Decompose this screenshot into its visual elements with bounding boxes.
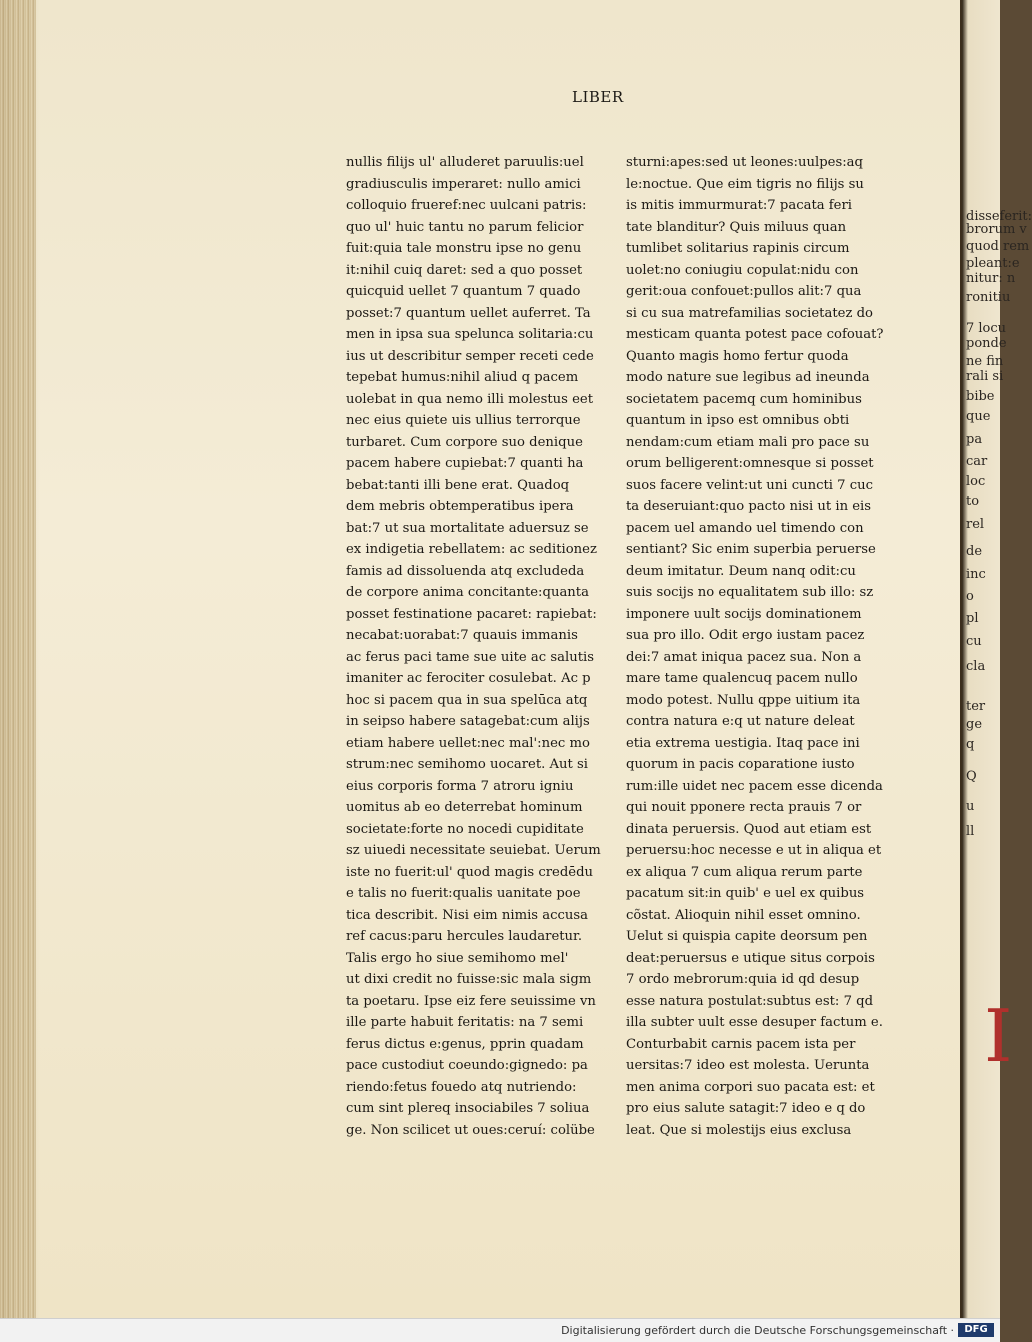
text-line: mesticam quanta potest pace cofouat? bbox=[626, 327, 884, 342]
text-line: Quanto magis homo fertur quoda bbox=[626, 348, 849, 364]
facing-page-text-fragment: ge bbox=[966, 717, 983, 732]
text-line: mare tame qualencuq pacem nullo bbox=[626, 671, 858, 686]
text-line: sentiant? Sic enim superbia peruerse bbox=[626, 542, 876, 557]
text-line: tepebat humus:nihil aliud q pacem bbox=[346, 370, 579, 385]
text-line: strum:nec semihomo uocaret. Aut si bbox=[346, 757, 589, 772]
text-line: riendo:fetus fouedo atq nutriendo: bbox=[346, 1079, 577, 1095]
facing-page-edge bbox=[962, 0, 1032, 1318]
facing-page-text-fragment: pa bbox=[966, 432, 983, 447]
facing-page-text-fragment: u bbox=[966, 799, 975, 814]
facing-page-text-fragment: ll bbox=[966, 824, 975, 839]
text-line: posset festinatione pacaret: rapiebat: bbox=[346, 606, 597, 622]
text-line: ex indigetia rebellatem: ac seditionez bbox=[346, 542, 597, 557]
text-line: nullis filijs ul' alluderet paruulis:uel bbox=[346, 155, 584, 170]
text-line: Uelut si quispia capite deorsum pen bbox=[626, 929, 868, 944]
text-line: etia extrema uestigia. Itaq pace ini bbox=[626, 735, 860, 751]
text-line: uersitas:7 ideo est molesta. Uerunta bbox=[626, 1058, 870, 1073]
text-line: sturni:apes:sed ut leones:uulpes:aq bbox=[626, 155, 863, 170]
text-line: e talis no fuerit:qualis uanitate poe bbox=[346, 886, 581, 901]
text-line: colloquio frueref:nec uulcani patris: bbox=[346, 198, 587, 213]
text-line: modo nature sue legibus ad ineunda bbox=[626, 370, 870, 385]
text-line: sua pro illo. Odit ergo iustam pacez bbox=[626, 628, 865, 643]
funding-notice: Digitalisierung gefördert durch die Deutsche Forschungsgemeinschaft · bbox=[561, 1324, 954, 1337]
text-line: bebat:tanti illi bene erat. Quadoq bbox=[346, 477, 570, 493]
text-line: famis ad dissoluenda atq excludeda bbox=[346, 563, 585, 579]
text-line: rum:ille uidet nec pacem esse dicenda bbox=[626, 778, 883, 794]
text-line: imponere uult socijs dominationem bbox=[626, 606, 862, 622]
text-line: cõstat. Alioquin nihil esset omnino. bbox=[626, 907, 861, 923]
text-line: ta deseruiant:quo pacto nisi ut in eis bbox=[626, 499, 872, 514]
text-line: modo potest. Nullu qppe uitium ita bbox=[626, 692, 861, 708]
text-line: uomitus ab eo deterrebat hominum bbox=[346, 800, 583, 815]
text-line: cum sint plereq insociabiles 7 soliua bbox=[346, 1101, 590, 1116]
text-line: dinata peruersis. Quod aut etiam est bbox=[626, 821, 872, 837]
text-line: si cu sua matrefamilias societatez do bbox=[626, 305, 873, 321]
right-column bbox=[626, 152, 884, 1141]
facing-page-text-fragment: bibe bbox=[966, 389, 995, 404]
facing-page-text-fragment: rel bbox=[966, 517, 985, 532]
facing-page-text-fragment: ne fin bbox=[966, 354, 1004, 369]
facing-page-text-fragment: ponde bbox=[966, 336, 1007, 351]
text-line: eius corporis forma 7 atroru igniu bbox=[346, 778, 574, 794]
dfg-logo: DFG bbox=[958, 1323, 994, 1337]
text-line: tate blanditur? Quis miluus quan bbox=[626, 219, 847, 235]
left-column bbox=[346, 152, 601, 1141]
text-line: sz uiuedi necessitate seuiebat. Uerum bbox=[346, 843, 601, 858]
text-line: deum imitatur. Deum nanq odit:cu bbox=[626, 563, 856, 579]
text-line: hoc si pacem qua in sua spelūca atq bbox=[346, 692, 588, 708]
facing-page-text-fragment: ter bbox=[966, 699, 986, 714]
text-line: societatem pacemq cum hominibus bbox=[626, 391, 862, 407]
facing-page-text-fragment: rali si bbox=[966, 369, 1004, 384]
running-header: LIBER bbox=[572, 88, 624, 106]
text-line: de corpore anima concitante:quanta bbox=[346, 585, 589, 600]
facing-page-text-fragment: de bbox=[966, 544, 983, 559]
text-line: leat. Que si molestijs eius exclusa bbox=[626, 1122, 852, 1138]
facing-page-text-fragment: pleant:e bbox=[966, 256, 1020, 271]
text-line: quorum in pacis coparatione iusto bbox=[626, 757, 855, 772]
text-line: le:noctue. Que eim tigris no filijs su bbox=[626, 176, 864, 192]
facing-page-text-fragment: q bbox=[966, 737, 975, 752]
text-line: pacem uel amando uel timendo con bbox=[626, 520, 864, 536]
text-line: fuit:quia tale monstru ipse no genu bbox=[346, 241, 582, 256]
text-line: ac ferus paci tame sue uite ac salutis bbox=[346, 649, 594, 665]
text-line: ut dixi credit no fuisse:sic mala sigm bbox=[346, 972, 592, 987]
text-line: Talis ergo ho siue semihomo mel' bbox=[346, 950, 569, 966]
facing-page-text-fragment: brorum v bbox=[966, 222, 1027, 237]
text-line: esse natura postulat:subtus est: 7 qd bbox=[626, 993, 874, 1009]
text-line: dei:7 amat iniqua pacez sua. Non a bbox=[626, 649, 862, 665]
text-line: quo ul' huic tantu no parum felicior bbox=[346, 219, 584, 235]
text-line: pacem habere cupiebat:7 quanti ha bbox=[346, 456, 584, 471]
text-line: peruersu:hoc necesse e ut in aliqua et bbox=[626, 843, 882, 858]
text-line: necabat:uorabat:7 quauis immanis bbox=[346, 628, 578, 643]
facing-page-text-fragment: cla bbox=[966, 659, 986, 674]
text-line: quantum in ipso est omnibus obti bbox=[626, 413, 850, 428]
text-line: suos facere velint:ut uni cuncti 7 cuc bbox=[626, 477, 874, 493]
facing-page-text-fragment: quod rem bbox=[966, 239, 1030, 254]
facing-page-text-fragment: to bbox=[966, 494, 980, 509]
text-line: ge. Non scilicet ut oues:ceruí: colübe bbox=[346, 1122, 595, 1138]
text-line: quicquid uellet 7 quantum 7 quado bbox=[346, 284, 581, 299]
text-line: gerit:oua confouet:pullos alit:7 qua bbox=[626, 284, 862, 299]
text-line: pro eius salute satagit:7 ideo e q do bbox=[626, 1101, 866, 1116]
text-line: gradiusculis imperaret: nullo amici bbox=[346, 176, 581, 192]
facing-page-text-fragment: o bbox=[966, 589, 974, 604]
text-line: uolebat in qua nemo illi molestus eet bbox=[346, 391, 594, 407]
facing-page-text-fragment: car bbox=[966, 454, 988, 469]
text-line: bat:7 ut sua mortalitate aduersuz se bbox=[346, 520, 589, 536]
text-line: nec eius quiete uis ullius terrorque bbox=[346, 413, 581, 428]
text-line: Conturbabit carnis pacem ista per bbox=[626, 1036, 856, 1052]
text-line: nendam:cum etiam mali pro pace su bbox=[626, 434, 870, 450]
page-edges bbox=[0, 0, 36, 1318]
text-line: 7 ordo mebrorum:quia id qd desup bbox=[626, 972, 860, 987]
facing-page-text-fragment: cu bbox=[966, 634, 982, 649]
facing-page-text-fragment: pl bbox=[966, 611, 979, 626]
text-line: iste no fuerit:ul' quod magis credēdu bbox=[346, 864, 594, 880]
text-line: tumlibet solitarius rapinis circum bbox=[626, 241, 850, 256]
text-line: contra natura e:q ut nature deleat bbox=[626, 714, 855, 729]
text-line: posset:7 quantum uellet auferret. Ta bbox=[346, 305, 591, 321]
footer-bar bbox=[0, 1318, 1000, 1342]
rubric-initial: I bbox=[984, 994, 1013, 1078]
text-line: orum belligerent:omnesque si posset bbox=[626, 456, 874, 471]
text-line: ferus dictus e:genus, pprin quadam bbox=[346, 1036, 584, 1052]
facing-page-text-fragment: loc bbox=[966, 474, 986, 489]
text-line: it:nihil cuiq daret: sed a quo posset bbox=[346, 262, 583, 278]
text-line: dem mebris obtemperatibus ipera bbox=[346, 499, 574, 514]
facing-page-text-fragment: 7 locu bbox=[966, 321, 1007, 336]
text-line: men in ipsa sua spelunca solitaria:cu bbox=[346, 327, 594, 342]
text-line: men anima corpori suo pacata est: et bbox=[626, 1079, 875, 1095]
text-line: ref cacus:paru hercules laudaretur. bbox=[346, 929, 583, 944]
facing-page-text-fragment: Q bbox=[966, 769, 977, 784]
text-line: in seipso habere satagebat:cum alijs bbox=[346, 714, 590, 729]
text-line: ta poetaru. Ipse eiz fere seuissime vn bbox=[346, 993, 596, 1009]
text-line: suis socijs no equalitatem sub illo: sz bbox=[626, 585, 874, 600]
text-line: uolet:no coniugiu copulat:nidu con bbox=[626, 262, 859, 278]
text-line: pace custodiut coeundo:gignedo: pa bbox=[346, 1058, 588, 1073]
facing-page-text-fragment: que bbox=[966, 409, 991, 424]
text-line: imaniter ac ferociter cosulebat. Ac p bbox=[346, 671, 591, 686]
text-line: societate:forte no nocedi cupiditate bbox=[346, 821, 584, 837]
facing-page-text-fragment: nitur: n bbox=[966, 271, 1016, 286]
facing-page-text-fragment: inc bbox=[966, 567, 986, 582]
facing-page-text-fragment: disseferit: bbox=[966, 209, 1032, 224]
text-line: qui nouit pponere recta prauis 7 or bbox=[626, 800, 862, 815]
text-line: etiam habere uellet:nec mal':nec mo bbox=[346, 735, 590, 751]
text-line: turbaret. Cum corpore suo denique bbox=[346, 434, 583, 450]
text-line: ex aliqua 7 cum aliqua rerum parte bbox=[626, 864, 863, 880]
text-line: ille parte habuit feritatis: na 7 semi bbox=[346, 1015, 584, 1030]
facing-page-text-fragment: ronitiu bbox=[966, 290, 1011, 305]
text-line: deat:peruersus e utique situs corpois bbox=[626, 950, 875, 966]
text-line: is mitis immurmurat:7 pacata feri bbox=[626, 198, 853, 213]
text-line: illa subter uult esse desuper factum e. bbox=[626, 1015, 883, 1030]
text-line: pacatum sit:in quib' e uel ex quibus bbox=[626, 886, 865, 901]
text-line: ius ut describitur semper receti cede bbox=[346, 348, 594, 364]
text-line: tica describit. Nisi eim nimis accusa bbox=[346, 907, 589, 923]
